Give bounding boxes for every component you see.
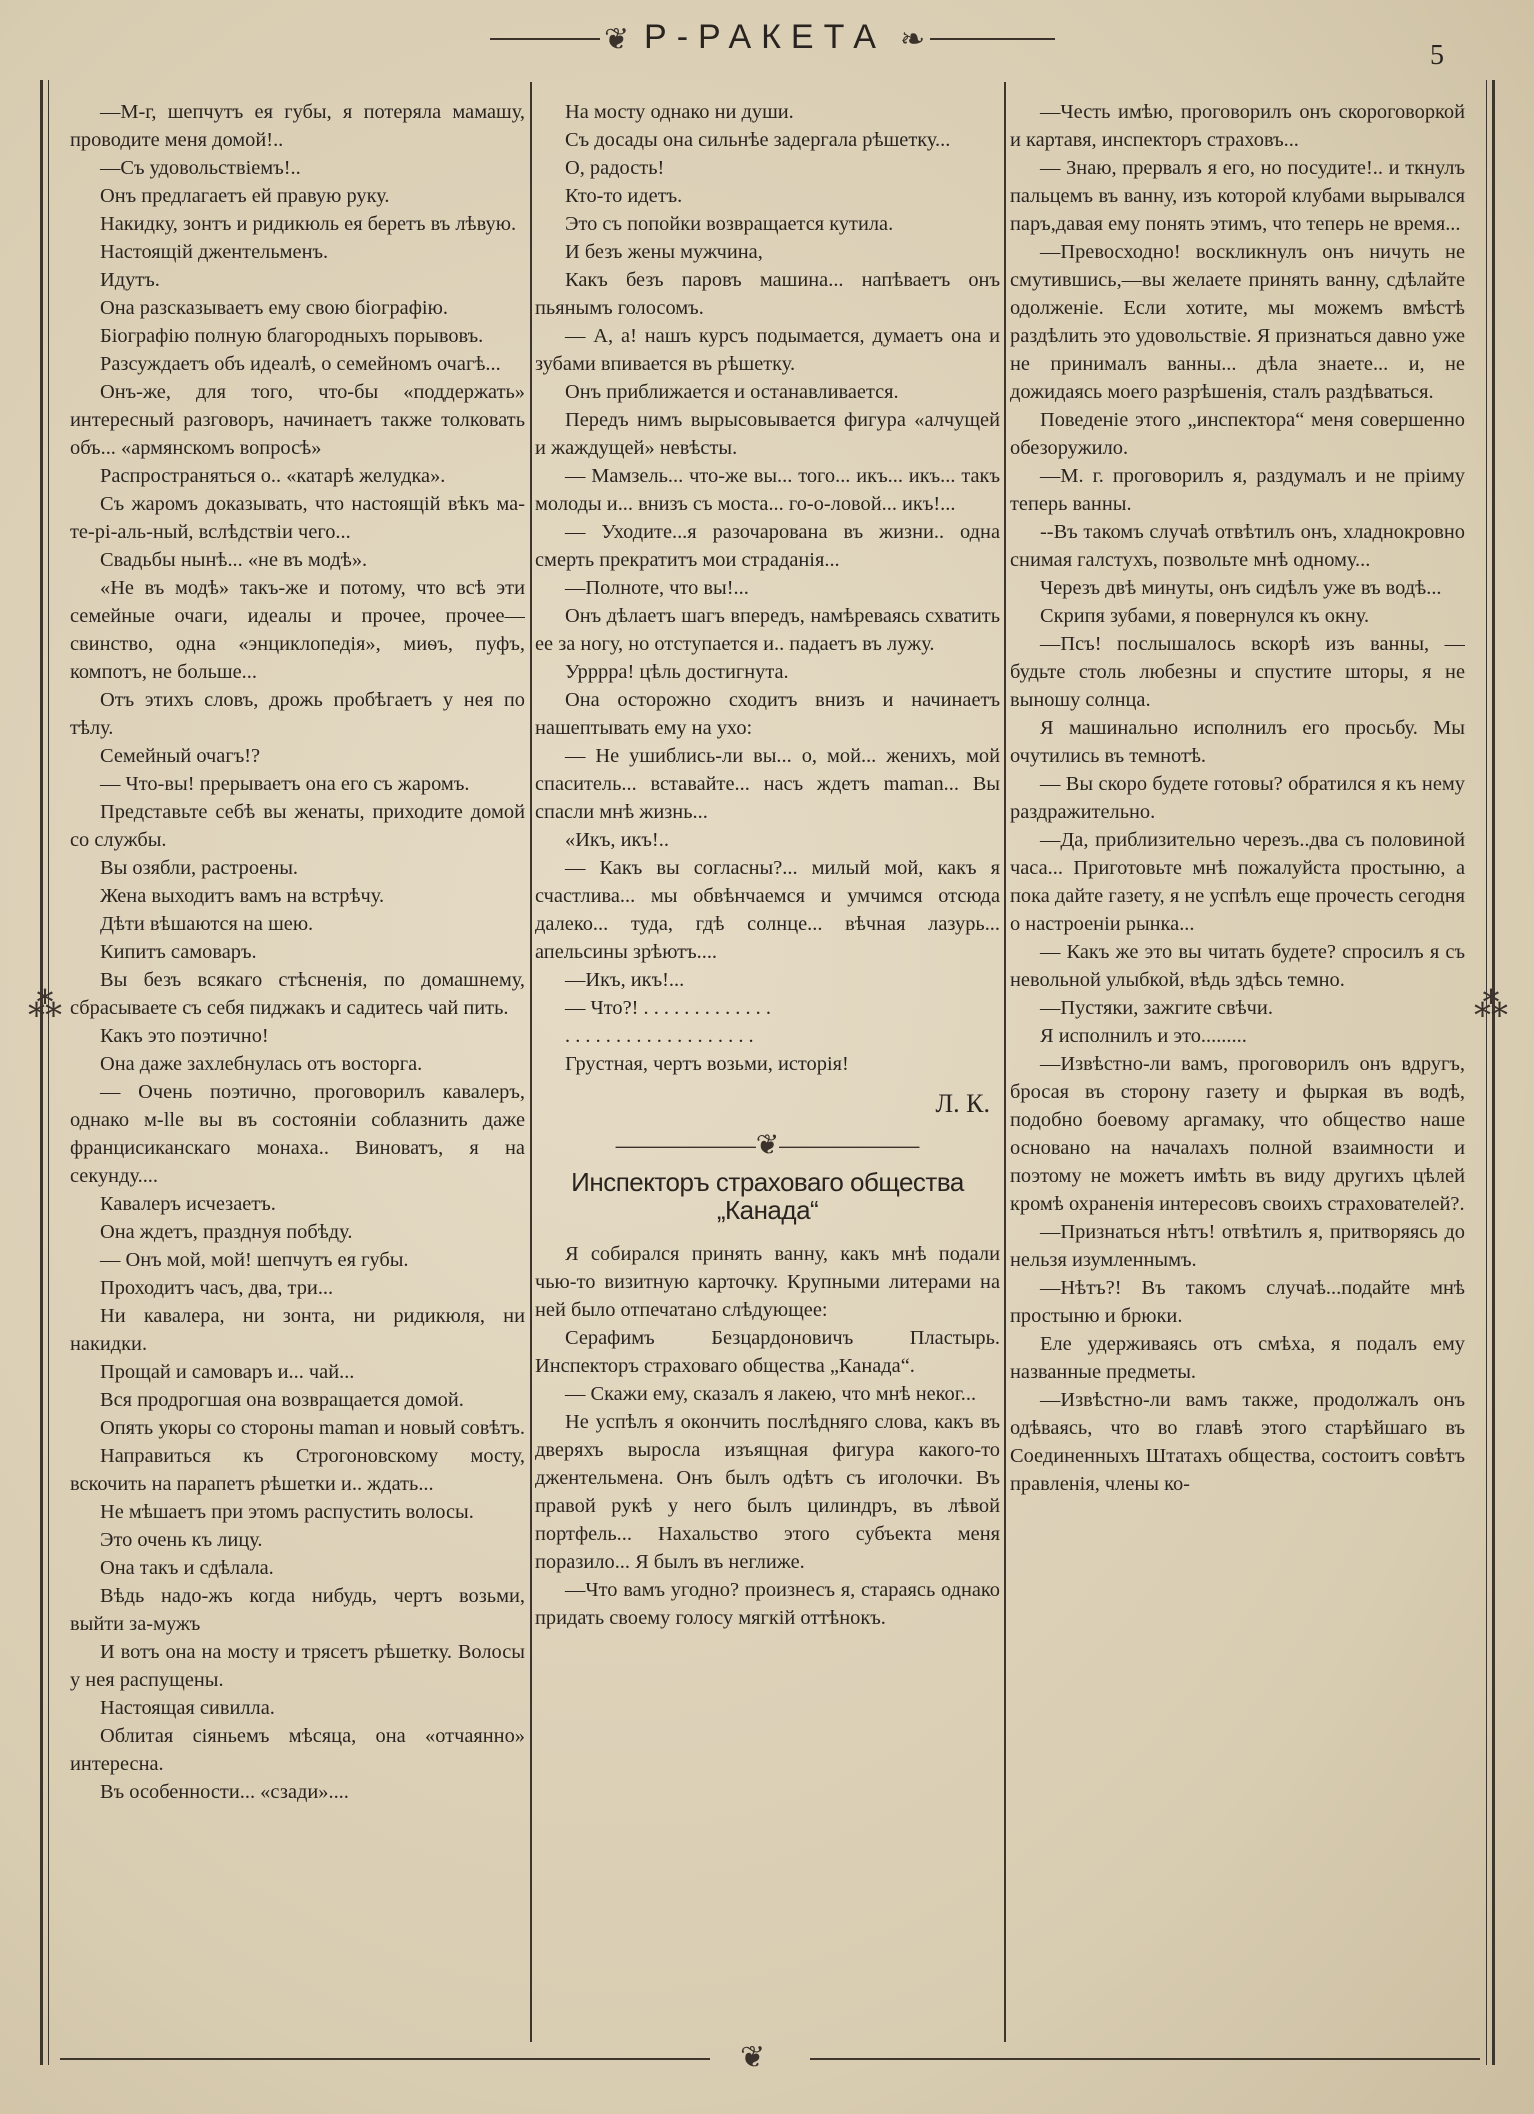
paragraph: —М-г, шепчутъ ея губы, я потеряла мамашу, проводите меня домой!.. — [70, 101, 525, 151]
paragraph: Представьте себѣ вы женаты, приходите домой со службы. — [70, 801, 525, 851]
paragraph: Вы безъ всякаго стѣсненія, по домашнему, сбрасываете съ себя пиджакъ и садитесь чай пить. — [70, 969, 525, 1019]
paragraph: Черезъ двѣ минуты, онъ сидѣлъ уже въ водѣ... — [1040, 577, 1442, 599]
frame-right-outer — [1492, 80, 1495, 2065]
bottom-rule-right — [810, 2058, 1480, 2060]
paragraph: Біографію полную благородныхъ порывовъ. — [100, 325, 484, 347]
side-ornament-right-icon: ⁂ — [1474, 987, 1508, 1024]
column-rule-1 — [530, 82, 532, 2042]
header-rule-left — [490, 38, 600, 40]
paragraph: Онъ дѣлаетъ шагъ впередъ, намѣреваясь схватить ее за ногу, но отступается и.. падаетъ въ лужу. — [535, 605, 1000, 655]
ornament-right-icon: ❧ — [900, 23, 926, 56]
paragraph: Идутъ. — [100, 269, 160, 291]
paragraph: Разсуждаетъ объ идеалѣ, о семейномъ очагѣ... — [100, 353, 501, 375]
paragraph: Онъ-же, для того, что-бы «поддержать» интересный разговоръ, начинаетъ также толковать объ... «армянскомъ вопросѣ» — [70, 381, 525, 459]
paragraph: —Икъ, икъ!... — [565, 969, 685, 991]
section-divider-icon: —————❦————— — [615, 1130, 920, 1161]
paragraph: Прощай и самоваръ и... чай... — [100, 1361, 355, 1383]
paragraph: Кавалеръ исчезаетъ. — [100, 1193, 276, 1215]
paragraph: --Въ такомъ случаѣ отвѣтилъ онъ, хладнокровно снимая галстухъ, позвольте мнѣ одному... — [1010, 521, 1465, 571]
paragraph: Урррра! цѣль достигнута. — [565, 661, 789, 683]
paragraph: — Очень поэтично, проговорилъ кавалеръ, однако м-lle вы въ состояніи соблазнить даже францисиканскаго монаха.. Виноватъ, я на секунду.... — [70, 1081, 525, 1187]
paragraph: —Честь имѣю, проговорилъ онъ скороговоркой и картавя, инспекторъ страховъ... — [1010, 101, 1465, 151]
paragraph: Онъ приближается и останавливается. — [565, 381, 899, 403]
article-title: Инспекторъ страховаго общества „Канада“ — [571, 1167, 964, 1225]
paragraph: —Полноте, что вы!... — [565, 577, 749, 599]
paragraph: Она разсказываетъ ему свою біографію. — [100, 297, 448, 319]
column-rule-2 — [1004, 82, 1006, 2042]
paragraph: Съ досады она сильнѣе задергала рѣшетку... — [565, 129, 951, 151]
paragraph: Не успѣлъ я окончить послѣдняго слова, какъ въ дверяхъ выросла изъящная фигура какого-то джентельмена. Онъ былъ одѣтъ съ иголочки. Въ правой рукѣ у него былъ цилиндръ, въ лѣвой портфель... Нахальство этого субъекта меня поразило... Я былъ въ неглиже. — [535, 1411, 1000, 1573]
paragraph: —Съ удовольствіемъ!.. — [100, 157, 301, 179]
paragraph: —Нѣтъ?! Въ такомъ случаѣ...подайте мнѣ простыню и брюки. — [1010, 1277, 1465, 1327]
author-signature: Л. К. — [935, 1089, 990, 1118]
paragraph: Скрипя зубами, я повернулся къ окну. — [1040, 605, 1370, 627]
paragraph: —Извѣстно-ли вамъ также, продолжалъ онъ одѣваясь, что во главѣ этого старѣйшаго въ Соединенныхъ Штатахъ общества, состоитъ совѣтъ правленія, члены ко- — [1010, 1389, 1465, 1495]
page-number: 5 — [1430, 40, 1444, 71]
paragraph: Накидку, зонтъ и ридикюль ея беретъ въ лѣвую. — [100, 213, 517, 235]
paragraph: Какъ безъ паровъ машина... напѣваетъ онъ пьянымъ голосомъ. — [535, 269, 1000, 319]
paragraph: Облитая сіяньемъ мѣсяца, она «отчаянно» интересна. — [70, 1725, 525, 1775]
paragraph: Дѣти вѣшаются на шею. — [100, 913, 314, 935]
paragraph: Вы озябли, растроены. — [100, 857, 299, 879]
paragraph: Настоящая сивилла. — [100, 1697, 275, 1719]
paragraph: Поведеніе этого „инспектора“ меня совершенно обезоружило. — [1010, 409, 1465, 459]
paragraph: Опять укоры со стороны maman и новый совѣтъ. — [100, 1417, 525, 1439]
paragraph: Ни кавалера, ни зонта, ни ридикюля, ни накидки. — [70, 1305, 525, 1355]
paragraph: Это съ попойки возвращается кутила. — [565, 213, 894, 235]
paragraph: —Да, приблизительно черезъ..два съ половиной часа... Приготовьте мнѣ пожалуйста простыню, а пока дайте газету, я не успѣлъ еще прочесть сегодня о настроеніи рынка... — [1010, 829, 1465, 935]
paragraph: —Извѣстно-ли вамъ, проговорилъ онъ вдругъ, бросая въ сторону газету и фыркая въ водѣ, подобно боевому аргамаку, что общество наше основано на началахъ полной взаимности и поэтому не можетъ имѣть въ виду другихъ цѣлей кромѣ охраненія интересовъ своихъ страхователей?. — [1010, 1053, 1465, 1215]
paragraph: Съ жаромъ доказывать, что настоящій вѣкъ ма-те-рі-аль-ный, вслѣдствіи чего... — [70, 493, 525, 543]
paragraph: И безъ жены мужчина, — [565, 241, 763, 263]
paragraph: Она даже захлебнулась отъ восторга. — [100, 1053, 423, 1075]
paragraph: —Пустяки, зажгите свѣчи. — [1040, 997, 1273, 1019]
ornament-left-icon: ❦ — [604, 23, 630, 56]
paragraph: Я машинально исполнилъ его просьбу. Мы очутились въ темнотѣ. — [1010, 717, 1465, 767]
paragraph: Грустная, чертъ возьми, исторія! — [565, 1053, 849, 1075]
paragraph: Я исполнилъ и это......... — [1040, 1025, 1247, 1047]
paragraph: — Какъ же это вы читать будете? спросилъ я съ невольной улыбкой, вѣдь здѣсь темно. — [1010, 941, 1465, 991]
paragraph: Распространяться о.. «катарѣ желудка». — [100, 465, 446, 487]
paragraph: Не мѣшаетъ при этомъ распустить волосы. — [100, 1501, 474, 1523]
paragraph: — Какъ вы согласны?... милый мой, какъ я счастлива... мы обвѣнчаемся и умчимся отсюда далеко... туда, гдѣ солнце... вѣчная лазурь... апельсины зрѣютъ.... — [535, 857, 1000, 963]
paragraph: — Не ушиблись-ли вы... о, мой... женихъ, мой спаситель... вставайте... насъ ждетъ maman... Вы спасли мнѣ жизнь... — [535, 745, 1000, 823]
paragraph: Я собирался принять ванну, какъ мнѣ подали чью-то визитную карточку. Крупными литерами на ней было отпечатано слѣдующее: — [535, 1243, 1000, 1321]
paragraph: —Что вамъ угодно? произнесъ я, стараясь однако придать своему голосу мягкій оттѣнокъ. — [535, 1579, 1000, 1629]
paragraph: Свадьбы нынѣ... «не въ модѣ». — [100, 549, 368, 571]
paragraph: «Не въ модѣ» такъ-же и потому, что всѣ эти семейные очаги, идеалы и прочее, прочее—свинство, одна «энциклопедія», миѳъ, пуфъ, компотъ, не больше... — [70, 577, 525, 683]
frame-left-inner — [48, 80, 49, 2065]
paragraph: — А, а! нашъ курсъ подымается, думаетъ она и зубами впивается въ рѣшетку. — [535, 325, 1000, 375]
paragraph: Она ждетъ, празднуя побѣду. — [100, 1221, 353, 1243]
paragraph: На мосту однако ни души. — [565, 101, 794, 123]
newspaper-title: Р-РАКЕТА — [644, 18, 886, 56]
paragraph: — Уходите...я разочарована въ жизни.. одна смерть прекратитъ мои страданія... — [535, 521, 1000, 571]
side-ornament-left-icon: ⁂ — [28, 987, 62, 1024]
paragraph: Вѣдь надо-жъ когда нибудь, чертъ возьми, выйти за-мужъ — [70, 1585, 525, 1635]
paragraph: Еле удерживаясь отъ смѣха, я подалъ ему названные предметы. — [1010, 1333, 1465, 1383]
paragraph: «Икъ, икъ!.. — [565, 829, 669, 851]
paragraph: . . . . . . . . . . . . . . . . . . . — [565, 1025, 754, 1047]
paragraph: Отъ этихъ словъ, дрожь пробѣгаетъ у нея по тѣлу. — [70, 689, 525, 739]
paragraph: Настоящій джентельменъ. — [100, 241, 329, 263]
header-rule-right — [930, 38, 1055, 40]
paragraph: —Превосходно! воскликнулъ онъ ничуть не смутившись,—вы желаете принять ванну, сдѣлайте одолженіе. Если хотите, мы можемъ вмѣстѣ раздѣлить это удовольствіе. Я признаться давно уже не принималъ ванны... дѣла знаете... и, не дожидаясь моего разрѣшенія, сталъ раздѣваться. — [1010, 241, 1465, 403]
paragraph: И вотъ она на мосту и трясетъ рѣшетку. Волосы у нея распущены. — [70, 1641, 525, 1691]
paragraph: — Знаю, прервалъ я его, но посудите!.. и ткнулъ пальцемъ въ ванну, изъ которой клубами вырывался паръ,давая ему понять этимъ, что теперь не время... — [1010, 157, 1465, 235]
paragraph: Серафимъ Безцардоновичъ Пластырь. Инспекторъ страховаго общества „Канада“. — [535, 1327, 1000, 1377]
paragraph: — Вы скоро будете готовы? обратился я къ нему раздражительно. — [1010, 773, 1465, 823]
paragraph: Кто-то идетъ. — [565, 185, 683, 207]
paragraph: Она осторожно сходитъ внизъ и начинаетъ нашептывать ему на ухо: — [535, 689, 1000, 739]
paragraph: — Мамзель... что-же вы... того... икъ... икъ... такъ молоды и... внизъ съ моста... го-о-ловой... икъ!... — [535, 465, 1000, 515]
page-header — [0, 8, 1534, 68]
bottom-ornament-icon: ❦ — [740, 2041, 766, 2074]
paragraph: Въ особенности... «сзади».... — [100, 1781, 349, 1803]
paragraph: Это очень къ лицу. — [100, 1529, 263, 1551]
paragraph: Направиться къ Строгоновскому мосту, вскочить на парапетъ рѣшетки и.. ждать... — [70, 1445, 525, 1495]
paragraph: О, радость! — [565, 157, 665, 179]
paragraph: —М. г. проговорилъ я, раздумалъ и не пріиму теперь ванны. — [1010, 465, 1465, 515]
column-3 — [1010, 98, 1465, 2008]
bottom-rule-left — [60, 2058, 710, 2060]
paragraph: — Онъ мой, мой! шепчутъ ея губы. — [100, 1249, 409, 1271]
column-1 — [70, 98, 525, 2008]
frame-right-inner — [1486, 80, 1487, 2065]
paragraph: Жена выходитъ вамъ на встрѣчу. — [100, 885, 385, 907]
paragraph: Она такъ и сдѣлала. — [100, 1557, 274, 1579]
paragraph: Семейный очагъ!? — [100, 745, 261, 767]
frame-left-outer — [40, 80, 43, 2065]
paragraph: Онъ предлагаетъ ей правую руку. — [100, 185, 390, 207]
paragraph: — Скажи ему, сказалъ я лакею, что мнѣ неког... — [565, 1383, 977, 1405]
paragraph: Проходитъ часъ, два, три... — [100, 1277, 334, 1299]
paragraph: — Что-вы! прерываетъ она его съ жаромъ. — [100, 773, 470, 795]
column-2 — [535, 98, 1000, 2008]
paragraph: —Признаться нѣтъ! отвѣтилъ я, притворяясь до нельзя изумленнымъ. — [1010, 1221, 1465, 1271]
paragraph: Кипитъ самоваръ. — [100, 941, 257, 963]
paragraph: — Что?! . . . . . . . . . . . . . — [565, 997, 771, 1019]
paragraph: Какъ это поэтично! — [100, 1025, 269, 1047]
paragraph: Вся продрогшая она возвращается домой. — [100, 1389, 464, 1411]
paragraph: Передъ нимъ вырысовывается фигура «алчущей и жаждущей» невѣсты. — [535, 409, 1000, 459]
paragraph: —Псъ! послышалось вскорѣ изъ ванны, — будьте столь любезны и спустите шторы, я не выношу солнца. — [1010, 633, 1465, 711]
